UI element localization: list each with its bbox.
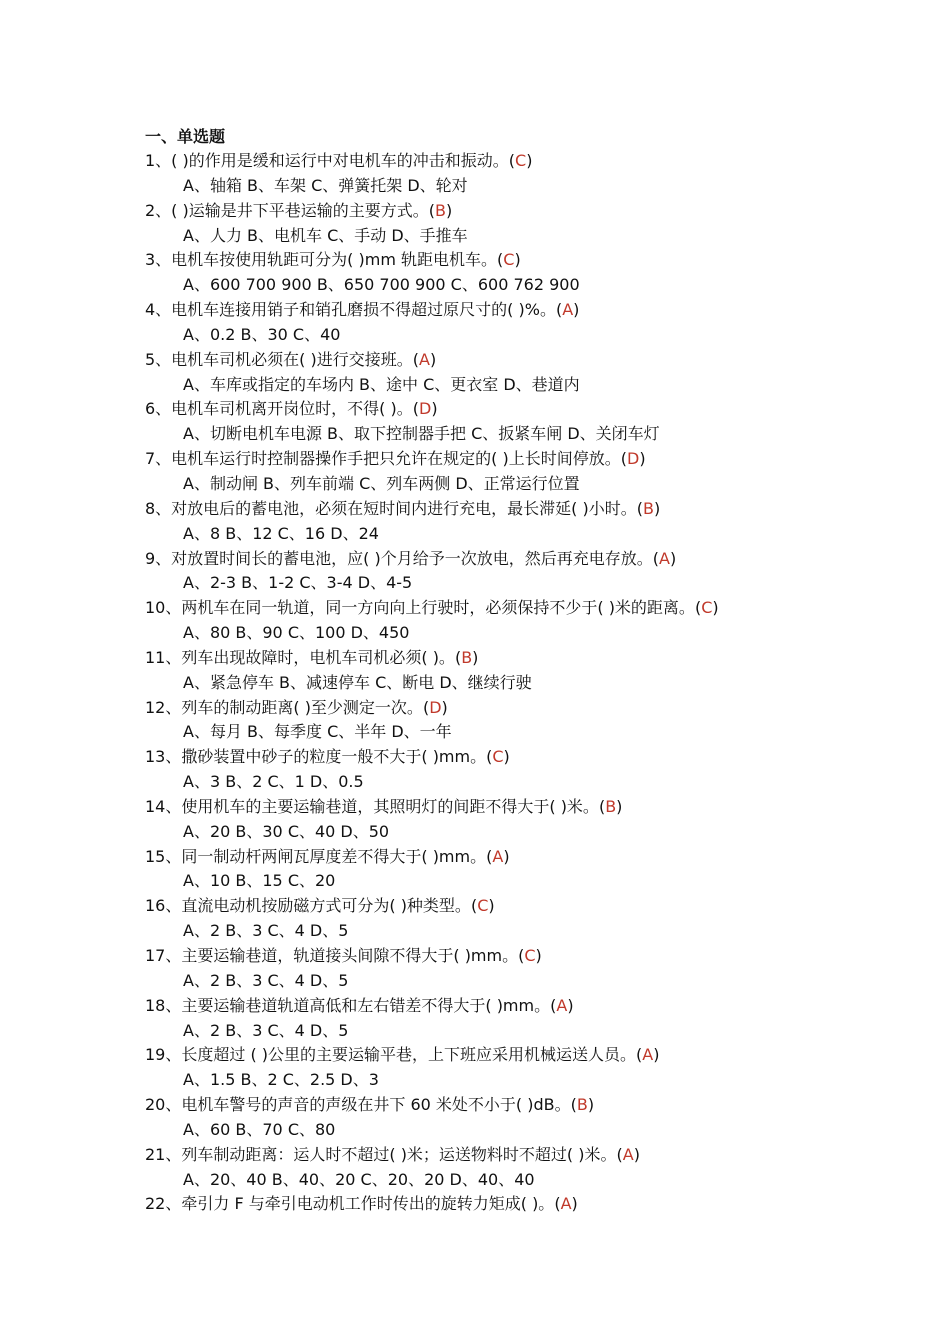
question-stem: 18、主要运输巷道轨道高低和左右错差不得大于( )mm。 xyxy=(145,995,551,1015)
answer-letter: C xyxy=(477,896,489,916)
answer-letter: A xyxy=(560,1194,572,1214)
answer-letter: D xyxy=(627,449,640,469)
question-stem: 1、( )的作用是缓和运行中对电机车的冲击和振动。 xyxy=(145,151,509,170)
question-stem: 16、直流电动机按励磁方式可分为( )种类型。 xyxy=(145,896,471,916)
question-line: 19、长度超过 ( )公里的主要运输平巷，上下班应采用机械运送人员。(A) xyxy=(145,1045,660,1065)
answer-letter: B xyxy=(643,498,654,518)
question-options: A、20、40 B、40、20 C、20、20 D、40、40 xyxy=(183,1169,535,1189)
question-line: 8、对放电后的蓄电池，必须在短时间内进行充电，最长滞延( )小时。(B) xyxy=(145,498,661,518)
answer-letter: A xyxy=(419,349,430,369)
answer-letter: A xyxy=(556,995,568,1015)
question-item xyxy=(145,795,925,845)
question-item xyxy=(145,646,925,696)
question-item xyxy=(145,1192,925,1217)
question-line: 15、同一制动杆两闸瓦厚度差不得大于( )mm。(A) xyxy=(145,846,510,866)
question-item xyxy=(145,1143,925,1193)
question-line: 17、主要运输巷道，轨道接头间隙不得大于( )mm。(C) xyxy=(145,946,542,965)
question-options: A、0.2 B、30 C、40 xyxy=(183,324,341,344)
question-list xyxy=(145,149,925,1217)
question-stem: 14、使用机车的主要运输巷道，其照明灯的间距不得大于( )米。 xyxy=(145,796,599,816)
question-stem: 22、牵引力 F 与牵引电动机工作时传出的旋转力矩成( )。 xyxy=(145,1194,555,1214)
question-line: 13、撒砂装置中砂子的粒度一般不大于( )mm。(C) xyxy=(145,747,510,767)
question-line: 10、两机车在同一轨道，同一方向向上行驶时，必须保持不少于( )米的距离。(C) xyxy=(145,598,719,618)
question-options: A、轴箱 B、车架 C、弹簧托架 D、轮对 xyxy=(183,175,468,195)
question-line: 21、列车制动距离：运人时不超过( )米；运送物料时不超过( )米。(A) xyxy=(145,1144,640,1164)
question-line: 3、电机车按使用轨距可分为( )mm 轨距电机车。(C) xyxy=(145,250,521,270)
question-stem: 19、长度超过 ( )公里的主要运输平巷，上下班应采用机械运送人员。 xyxy=(145,1045,637,1065)
question-stem: 6、电机车司机离开岗位时，不得( )。 xyxy=(145,399,413,419)
question-options: A、车库或指定的车场内 B、途中 C、更衣室 D、巷道内 xyxy=(183,374,580,394)
question-item xyxy=(145,944,925,994)
question-line: 12、列车的制动距离( )至少测定一次。(D) xyxy=(145,697,448,717)
question-options: A、紧急停车 B、减速停车 C、断电 D、继续行驶 xyxy=(183,672,532,692)
document-page xyxy=(145,124,925,1217)
question-options: A、人力 B、电机车 C、手动 D、手推车 xyxy=(183,225,468,245)
question-options: A、2 B、3 C、4 D、5 xyxy=(183,1020,349,1040)
question-stem: 3、电机车按使用轨距可分为( )mm 轨距电机车。 xyxy=(145,250,498,270)
answer-letter: C xyxy=(492,747,504,767)
question-options: A、制动闸 B、列车前端 C、列车两侧 D、正常运行位置 xyxy=(183,473,580,493)
question-options: A、8 B、12 C、16 D、24 xyxy=(183,523,379,543)
answer-letter: C xyxy=(515,151,527,170)
question-options: A、2-3 B、1-2 C、3-4 D、4-5 xyxy=(183,573,413,593)
answer-letter: C xyxy=(503,250,515,270)
question-options: A、1.5 B、2 C、2.5 D、3 xyxy=(183,1070,379,1090)
question-item xyxy=(145,348,925,398)
answer-letter: A xyxy=(622,1144,634,1164)
question-line: 4、电机车连接用销子和销孔磨损不得超过原尺寸的( )%。(A) xyxy=(145,300,580,320)
answer-letter: B xyxy=(461,647,473,667)
question-item xyxy=(145,696,925,746)
answer-letter: B xyxy=(576,1095,588,1115)
question-item xyxy=(145,1043,925,1093)
question-options: A、2 B、3 C、4 D、5 xyxy=(183,921,349,941)
question-item xyxy=(145,894,925,944)
question-stem: 8、对放电后的蓄电池，必须在短时间内进行充电，最长滞延( )小时。 xyxy=(145,498,637,518)
question-stem: 5、电机车司机必须在( )进行交接班。 xyxy=(145,349,413,369)
question-item xyxy=(145,845,925,895)
question-item xyxy=(145,397,925,447)
answer-letter: C xyxy=(524,946,536,965)
answer-letter: A xyxy=(659,548,670,568)
question-options: A、10 B、15 C、20 xyxy=(183,871,336,891)
answer-letter: D xyxy=(429,697,442,717)
question-line: 16、直流电动机按励磁方式可分为( )种类型。(C) xyxy=(145,896,495,916)
question-stem: 7、电机车运行时控制器操作手把只允许在规定的( )上长时间停放。 xyxy=(145,449,621,469)
question-item xyxy=(145,596,925,646)
question-stem: 20、电机车警号的声音的声级在井下 60 米处不小于( )dB。 xyxy=(145,1095,571,1115)
question-item xyxy=(145,497,925,547)
question-line: 1、( )的作用是缓和运行中对电机车的冲击和振动。(C) xyxy=(145,151,533,170)
question-line: 6、电机车司机离开岗位时，不得( )。(D) xyxy=(145,399,438,419)
question-line: 18、主要运输巷道轨道高低和左右错差不得大于( )mm。(A) xyxy=(145,995,574,1015)
question-item xyxy=(145,199,925,249)
question-stem: 10、两机车在同一轨道，同一方向向上行驶时，必须保持不少于( )米的距离。 xyxy=(145,598,695,618)
answer-letter: B xyxy=(605,796,617,816)
question-options: A、80 B、90 C、100 D、450 xyxy=(183,623,410,643)
question-options: A、20 B、30 C、40 D、50 xyxy=(183,821,390,841)
question-item xyxy=(145,298,925,348)
question-item xyxy=(145,447,925,497)
question-stem: 12、列车的制动距离( )至少测定一次。 xyxy=(145,697,423,717)
question-line: 7、电机车运行时控制器操作手把只允许在规定的( )上长时间停放。(D) xyxy=(145,449,646,469)
question-stem: 17、主要运输巷道，轨道接头间隙不得大于( )mm。 xyxy=(145,946,519,965)
question-item xyxy=(145,1093,925,1143)
question-options: A、60 B、70 C、80 xyxy=(183,1119,336,1139)
question-stem: 21、列车制动距离：运人时不超过( )米；运送物料时不超过( )米。 xyxy=(145,1144,617,1164)
answer-letter: B xyxy=(435,200,446,220)
answer-letter: A xyxy=(562,300,574,320)
answer-letter: C xyxy=(701,598,713,618)
answer-letter: A xyxy=(492,846,504,866)
section-title: 一、单选题 xyxy=(145,127,226,146)
question-options: A、2 B、3 C、4 D、5 xyxy=(183,970,349,990)
question-item xyxy=(145,248,925,298)
question-item xyxy=(145,745,925,795)
question-options: A、3 B、2 C、1 D、0.5 xyxy=(183,772,364,792)
question-options: A、每月 B、每季度 C、半年 D、一年 xyxy=(183,722,452,742)
question-item xyxy=(145,547,925,597)
question-line: 11、列车出现故障时，电机车司机必须( )。(B) xyxy=(145,647,479,667)
question-line: 14、使用机车的主要运输巷道，其照明灯的间距不得大于( )米。(B) xyxy=(145,796,623,816)
question-stem: 15、同一制动杆两闸瓦厚度差不得大于( )mm。 xyxy=(145,846,487,866)
question-line: 22、牵引力 F 与牵引电动机工作时传出的旋转力矩成( )。(A) xyxy=(145,1194,578,1214)
question-line: 2、( )运输是井下平巷运输的主要方式。(B) xyxy=(145,200,453,220)
question-stem: 13、撒砂装置中砂子的粒度一般不大于( )mm。 xyxy=(145,747,487,767)
question-item xyxy=(145,994,925,1044)
answer-letter: D xyxy=(419,399,432,419)
question-item xyxy=(145,149,925,199)
question-line: 20、电机车警号的声音的声级在井下 60 米处不小于( )dB。(B) xyxy=(145,1095,595,1115)
question-stem: 2、( )运输是井下平巷运输的主要方式。 xyxy=(145,200,429,220)
question-line: 5、电机车司机必须在( )进行交接班。(A) xyxy=(145,349,437,369)
question-options: A、切断电机车电源 B、取下控制器手把 C、扳紧车闸 D、关闭车灯 xyxy=(183,424,660,444)
question-stem: 4、电机车连接用销子和销孔磨损不得超过原尺寸的( )%。 xyxy=(145,300,556,320)
question-stem: 11、列车出现故障时，电机车司机必须( )。 xyxy=(145,647,455,667)
question-stem: 9、对放置时间长的蓄电池，应( )个月给予一次放电，然后再充电存放。 xyxy=(145,548,653,568)
question-options: A、600 700 900 B、650 700 900 C、600 762 900 xyxy=(183,275,580,295)
answer-letter: A xyxy=(642,1045,654,1065)
question-line: 9、对放置时间长的蓄电池，应( )个月给予一次放电，然后再充电存放。(A) xyxy=(145,548,677,568)
